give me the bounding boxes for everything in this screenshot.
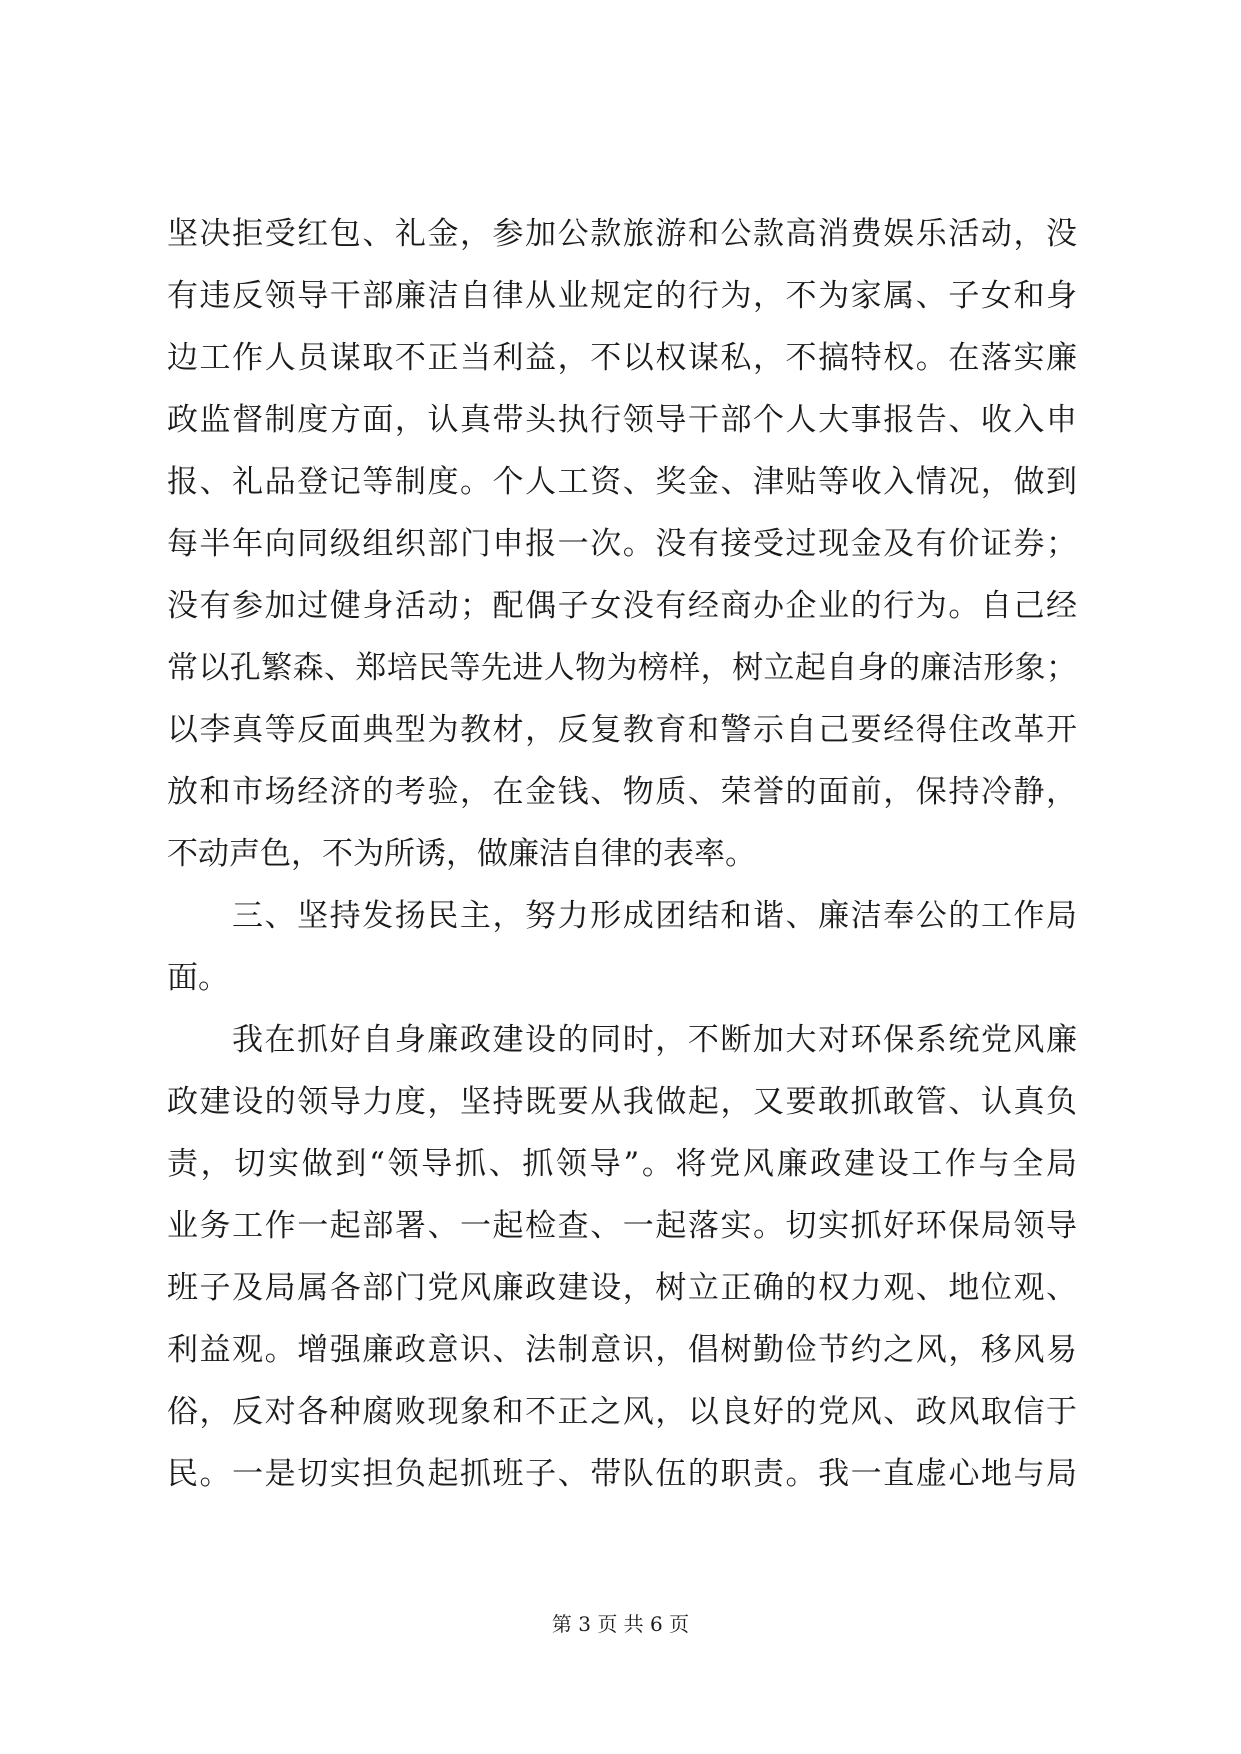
text-line: 业务工作一起部署、一起检查、一起落实。切实抓好环保局领导 — [167, 1208, 1077, 1244]
text-line: 放和市场经济的考验，在金钱、物质、荣誉的面前，保持冷静， — [167, 774, 1077, 810]
text-line: 常以孔繁森、郑培民等先进人物为榜样，树立起自身的廉洁形象； — [167, 650, 1077, 686]
page-footer: 第 3 页 共 6 页 — [551, 1612, 690, 1636]
text-line: 俗，反对各种腐败现象和不正之风，以良好的党风、政风取信于 — [167, 1394, 1077, 1430]
text-line: 有违反领导干部廉洁自律从业规定的行为，不为家属、子女和身 — [167, 278, 1077, 314]
text-line: 没有参加过健身活动；配偶子女没有经商办企业的行为。自己经 — [167, 588, 1077, 624]
text-line: 以李真等反面典型为教材，反复教育和警示自己要经得住改革开 — [167, 712, 1077, 748]
text-line: 利益观。增强廉政意识、法制意识，倡树勤俭节约之风，移风易 — [167, 1332, 1077, 1368]
section-heading-line: 三、坚持发扬民主，努力形成团结和谐、廉洁奉公的工作局 — [232, 898, 1077, 934]
text-line: 不动声色，不为所诱，做廉洁自律的表率。 — [167, 836, 756, 872]
section-heading-line: 面。 — [167, 960, 229, 996]
text-line: 我在抓好自身廉政建设的同时，不断加大对环保系统党风廉 — [232, 1022, 1077, 1058]
text-line: 报、礼品登记等制度。个人工资、奖金、津贴等收入情况，做到 — [167, 464, 1077, 500]
text-line: 班子及局属各部门党风廉政建设，树立正确的权力观、地位观、 — [167, 1270, 1077, 1306]
text-line: 政监督制度方面，认真带头执行领导干部个人大事报告、收入申 — [167, 402, 1077, 438]
text-line: 民。一是切实担负起抓班子、带队伍的职责。我一直虚心地与局 — [167, 1456, 1077, 1492]
text-line: 坚决拒受红包、礼金，参加公款旅游和公款高消费娱乐活动，没 — [167, 216, 1077, 252]
text-line: 责，切实做到“领导抓、抓领导”。将党风廉政建设工作与全局 — [167, 1146, 1077, 1182]
text-line: 边工作人员谋取不正当利益，不以权谋私，不搞特权。在落实廉 — [167, 340, 1077, 376]
text-line: 政建设的领导力度，坚持既要从我做起，又要敢抓敢管、认真负 — [167, 1084, 1077, 1120]
text-line: 每半年向同级组织部门申报一次。没有接受过现金及有价证券； — [167, 526, 1077, 562]
